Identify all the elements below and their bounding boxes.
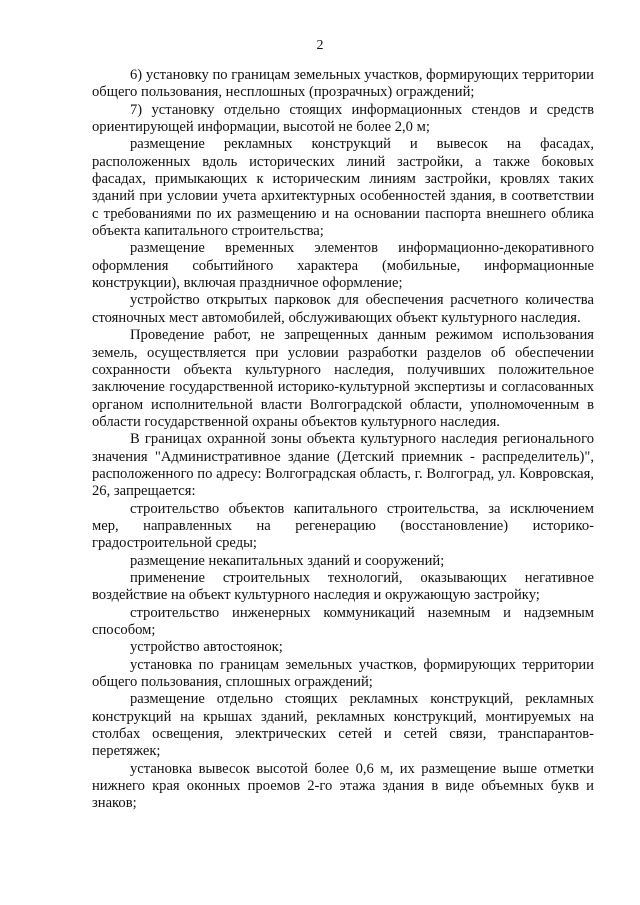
paragraph-facade-signs: размещение рекламных конструкций и вывесок на фасадах, расположенных вдоль исторических линий застройки, а также боковых фасадах, примыкающих к историческим линиям застройки, кровлях таких зданий при условии учета архитектурных особенностей здания, в соответствии с требованиями по их размещению и на основании паспорта внешнего облика объекта капитального строительства; (92, 136, 594, 240)
paragraph-solid-fences: установка по границам земельных участков, формирующих территории общего пользования, сплошных ограждений; (92, 656, 594, 691)
paragraph-advertising-structures: размещение отдельно стоящих рекламных конструкций, рекламных конструкций на крышах зданий, рекламных конструкций, монтируемых на столбах освещения, электрических сетей и сетей связи, транспарантов-перетяжек; (92, 691, 594, 760)
paragraph-engineering-utilities: строительство инженерных коммуникаций наземным и надземным способом; (92, 604, 594, 638)
paragraph-parking-lots: устройство автостоянок; (130, 639, 283, 656)
paragraph-fence-permit: 6) установку по границам земельных участков, формирующих территории общего пользования, несплошных (прозрачных) ограждений; (92, 67, 594, 101)
document-body (92, 67, 594, 813)
paragraph-open-parking: устройство открытых парковок для обеспечения расчетного количества стояночных мест автомобилей, обслуживающих объект культурного наследия. (92, 292, 594, 326)
paragraph-info-stands: 7) установку отдельно стоящих информационных стендов и средств ориентирующей информации, высотой не более 2,0 м; (92, 101, 594, 136)
paragraph-non-capital-buildings: размещение некапитальных зданий и сооружений; (130, 552, 445, 569)
paragraph-protection-zone-intro: В границах охранной зоны объекта культурного наследия регионального значения "Административное здание (Детский приемник - распределитель)", расположенного по адресу: Волгоградская область, г. Волгоград, ул. Ковровская, 26, запрещается: (92, 431, 594, 500)
page-number: 2 (316, 38, 324, 53)
paragraph-works-conditions: Проведение работ, не запрещенных данным режимом использования земель, осуществляется при условии разработки разделов об обеспечении сохранности объекта культурного наследия, получивших положительное заключение государственной историко-культурной экспертизы и согласованных органом исполнительной власти Волгоградской области, уполномоченным в области государственной охраны объектов культурного наследия. (92, 327, 594, 430)
paragraph-capital-construction: строительство объектов капитального строительства, за исключением мер, направленных на регенерацию (восстановление) историко-градостроительной среды; (92, 500, 594, 552)
paragraph-sign-height: установка вывесок высотой более 0,6 м, их размещение выше отметки нижнего края оконных проемов 2-го этажа здания в виде объемных букв и знаков; (92, 760, 594, 812)
paragraph-construction-tech: применение строительных технологий, оказывающих негативное воздействие на объект культурного наследия и окружающую застройку; (92, 569, 594, 604)
paragraph-temporary-decor: размещение временных элементов информационно-декоративного оформления событийного характера (мобильные, информационные конструкции), включая праздничное оформление; (92, 240, 594, 292)
